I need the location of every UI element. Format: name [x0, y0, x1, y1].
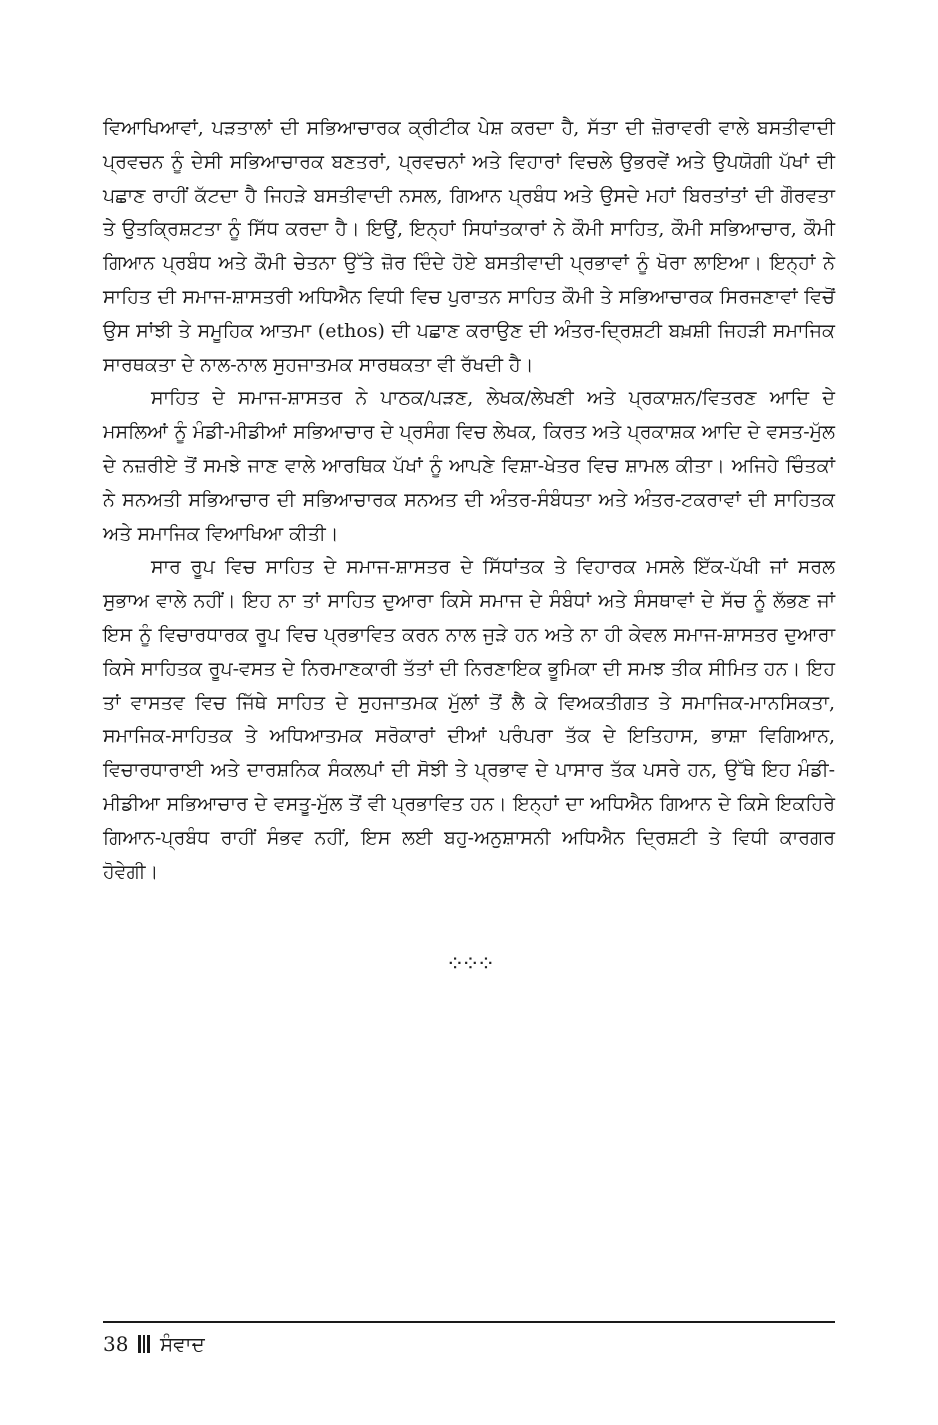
footer-rule	[103, 1321, 835, 1323]
paragraph-3: ਸਾਰ ਰੂਪ ਵਿਚ ਸਾਹਿਤ ਦੇ ਸਮਾਜ-ਸ਼ਾਸਤਰ ਦੇ ਸਿੱਧਾਂਤਕ ਤੇ ਵਿਹਾਰਕ ਮਸਲੇ ਇੱਕ-ਪੱਖੀ ਜਾਂ ਸਰਲ ਸੁਭਾਅ ਵਾਲੇ ਨਹੀਂ। ਇਹ ਨਾ ਤਾਂ ਸਾਹਿਤ ਦੁਆਰਾ ਕਿਸੇ ਸਮਾਜ ਦੇ ਸੰਬੰਧਾਂ ਅਤੇ ਸੰਸਥਾਵਾਂ ਦੇ ਸੱਚ ਨੂੰ ਲੱਭਣ ਜਾਂ ਇਸ ਨੂੰ ਵਿਚਾਰਧਾਰਕ ਰੂਪ ਵਿਚ ਪ੍ਰਭਾਵਿਤ ਕਰਨ ਨਾਲ ਜੁੜੇ ਹਨ ਅਤੇ ਨਾ ਹੀ ਕੇਵਲ ਸਮਾਜ-ਸ਼ਾਸਤਰ ਦੁਆਰਾ ਕਿਸੇ ਸਾਹਿਤਕ ਰੂਪ-ਵਸਤ ਦੇ ਨਿਰਮਾਣਕਾਰੀ ਤੱਤਾਂ ਦੀ ਨਿਰਣਾਇਕ ਭੂਮਿਕਾ ਦੀ ਸਮਝ ਤੀਕ ਸੀਮਿਤ ਹਨ। ਇਹ ਤਾਂ ਵਾਸਤਵ ਵਿਚ ਜਿੱਥੇ ਸਾਹਿਤ ਦੇ ਸੁਹਜਾਤਮਕ ਮੁੱਲਾਂ ਤੋਂ ਲੈ ਕੇ ਵਿਅਕਤੀਗਤ ਤੇ ਸਮਾਜਿਕ-ਮਾਨਸਿਕਤਾ, ਸਮਾਜਿਕ-ਸਾਹਿਤਕ ਤੇ ਅਧਿਆਤਮਕ ਸਰੋਕਾਰਾਂ ਦੀਆਂ ਪਰੰਪਰਾ ਤੱਕ ਦੇ ਇਤਿਹਾਸ, ਭਾਸ਼ਾ ਵਿਗਿਆਨ, ਵਿਚਾਰਧਾਰਾਈ ਅਤੇ ਦਾਰਸ਼ਨਿਕ ਸੰਕਲਪਾਂ ਦੀ ਸੋਝੀ ਤੇ ਪ੍ਰਭਾਵ ਦੇ ਪਾਸਾਰ ਤੱਕ ਪਸਰੇ ਹਨ, ਉੱਥੇ ਇਹ ਮੰਡੀ-ਮੀਡੀਆ ਸਭਿਆਚਾਰ ਦੇ ਵਸਤੂ-ਮੁੱਲ ਤੋਂ ਵੀ ਪ੍ਰਭਾਵਿਤ ਹਨ। ਇਨ੍ਹਾਂ ਦਾ ਅਧਿਐਨ ਗਿਆਨ ਦੇ ਕਿਸੇ ਇਕਹਿਰੇ ਗਿਆਨ-ਪ੍ਰਬੰਧ ਰਾਹੀਂ ਸੰਭਵ ਨਹੀਂ, ਇਸ ਲਈ ਬਹੁ-ਅਨੁਸ਼ਾਸਨੀ ਅਧਿਐਨ ਦ੍ਰਿਸ਼ਟੀ ਤੇ ਵਿਧੀ ਕਾਰਗਰ ਹੋਵੇਗੀ।	[103, 556, 835, 883]
page-number: 38	[103, 1332, 129, 1356]
page-footer	[103, 1330, 205, 1358]
paragraph-2: ਸਾਹਿਤ ਦੇ ਸਮਾਜ-ਸ਼ਾਸਤਰ ਨੇ ਪਾਠਕ/ਪੜਣ, ਲੇਖਕ/ਲੇਖਣੀ ਅਤੇ ਪ੍ਰਕਾਸ਼ਨ/ਵਿਤਰਣ ਆਦਿ ਦੇ ਮਸਲਿਆਂ ਨੂੰ ਮੰਡੀ-ਮੀਡੀਆਂ ਸਭਿਆਚਾਰ ਦੇ ਪ੍ਰਸੰਗ ਵਿਚ ਲੇਖਕ, ਕਿਰਤ ਅਤੇ ਪ੍ਰਕਾਸ਼ਕ ਆਦਿ ਦੇ ਵਸਤ-ਮੁੱਲ ਦੇ ਨਜ਼ਰੀਏ ਤੋਂ ਸਮਝੇ ਜਾਣ ਵਾਲੇ ਆਰਥਿਕ ਪੱਖਾਂ ਨੂੰ ਆਪਣੇ ਵਿਸ਼ਾ-ਖੇਤਰ ਵਿਚ ਸ਼ਾਮਲ ਕੀਤਾ। ਅਜਿਹੇ ਚਿੰਤਕਾਂ ਨੇ ਸਨਅਤੀ ਸਭਿਆਚਾਰ ਦੀ ਸਭਿਆਚਾਰਕ ਸਨਅਤ ਦੀ ਅੰਤਰ-ਸੰਬੰਧਤਾ ਅਤੇ ਅੰਤਰ-ਟਕਰਾਵਾਂ ਦੀ ਸਾਹਿਤਕ ਅਤੇ ਸਮਾਜਿਕ ਵਿਆਖਿਆ ਕੀਤੀ।	[103, 387, 835, 545]
page-body	[103, 112, 835, 889]
section-end-ornament: ⁘⁘⁘	[445, 952, 493, 977]
journal-title: ਸੰਵਾਦ	[159, 1332, 205, 1356]
bars-icon	[138, 1335, 150, 1353]
paragraph-1: ਵਿਆਖਿਆਵਾਂ, ਪੜਤਾਲਾਂ ਦੀ ਸਭਿਆਚਾਰਕ ਕ੍ਰੀਟੀਕ ਪੇਸ਼ ਕਰਦਾ ਹੈ, ਸੱਤਾ ਦੀ ਜ਼ੋਰਾਵਰੀ ਵਾਲੇ ਬਸਤੀਵਾਦੀ ਪ੍ਰਵਚਨ ਨੂੰ ਦੇਸੀ ਸਭਿਆਚਾਰਕ ਬਣਤਰਾਂ, ਪ੍ਰਵਚਨਾਂ ਅਤੇ ਵਿਹਾਰਾਂ ਵਿਚਲੇ ਉਭਰਵੇਂ ਅਤੇ ਉਪਯੋਗੀ ਪੱਖਾਂ ਦੀ ਪਛਾਣ ਰਾਹੀਂ ਕੱਟਦਾ ਹੈ ਜਿਹੜੇ ਬਸਤੀਵਾਦੀ ਨਸਲ, ਗਿਆਨ ਪ੍ਰਬੰਧ ਅਤੇ ਉਸਦੇ ਮਹਾਂ ਬਿਰਤਾਂਤਾਂ ਦੀ ਗੌਰਵਤਾ ਤੇ ਉਤਕ੍ਰਿਸ਼ਟਤਾ ਨੂੰ ਸਿੱਧ ਕਰਦਾ ਹੈ। ਇਉਂ, ਇਨ੍ਹਾਂ ਸਿਧਾਂਤਕਾਰਾਂ ਨੇ ਕੌਮੀ ਸਾਹਿਤ, ਕੌਮੀ ਸਭਿਆਚਾਰ, ਕੌਮੀ ਗਿਆਨ ਪ੍ਰਬੰਧ ਅਤੇ ਕੌਮੀ ਚੇਤਨਾ ਉੱਤੇ ਜ਼ੋਰ ਦਿੰਦੇ ਹੋਏ ਬਸਤੀਵਾਦੀ ਪ੍ਰਭਾਵਾਂ ਨੂੰ ਖੋਰਾ ਲਾਇਆ। ਇਨ੍ਹਾਂ ਨੇ ਸਾਹਿਤ ਦੀ ਸਮਾਜ-ਸ਼ਾਸਤਰੀ ਅਧਿਐਨ ਵਿਧੀ ਵਿਚ ਪੁਰਾਤਨ ਸਾਹਿਤ ਕੌਮੀ ਤੇ ਸਭਿਆਚਾਰਕ ਸਿਰਜਣਾਵਾਂ ਵਿਚੋਂ ਉਸ ਸਾਂਝੀ ਤੇ ਸਮੂਹਿਕ ਆਤਮਾ (ethos) ਦੀ ਪਛਾਣ ਕਰਾਉਣ ਦੀ ਅੰਤਰ-ਦ੍ਰਿਸ਼ਟੀ ਬਖ਼ਸ਼ੀ ਜਿਹੜੀ ਸਮਾਜਿਕ ਸਾਰਥਕਤਾ ਦੇ ਨਾਲ-ਨਾਲ ਸੁਹਜਾਤਮਕ ਸਾਰਥਕਤਾ ਵੀ ਰੱਖਦੀ ਹੈ।	[103, 117, 835, 376]
